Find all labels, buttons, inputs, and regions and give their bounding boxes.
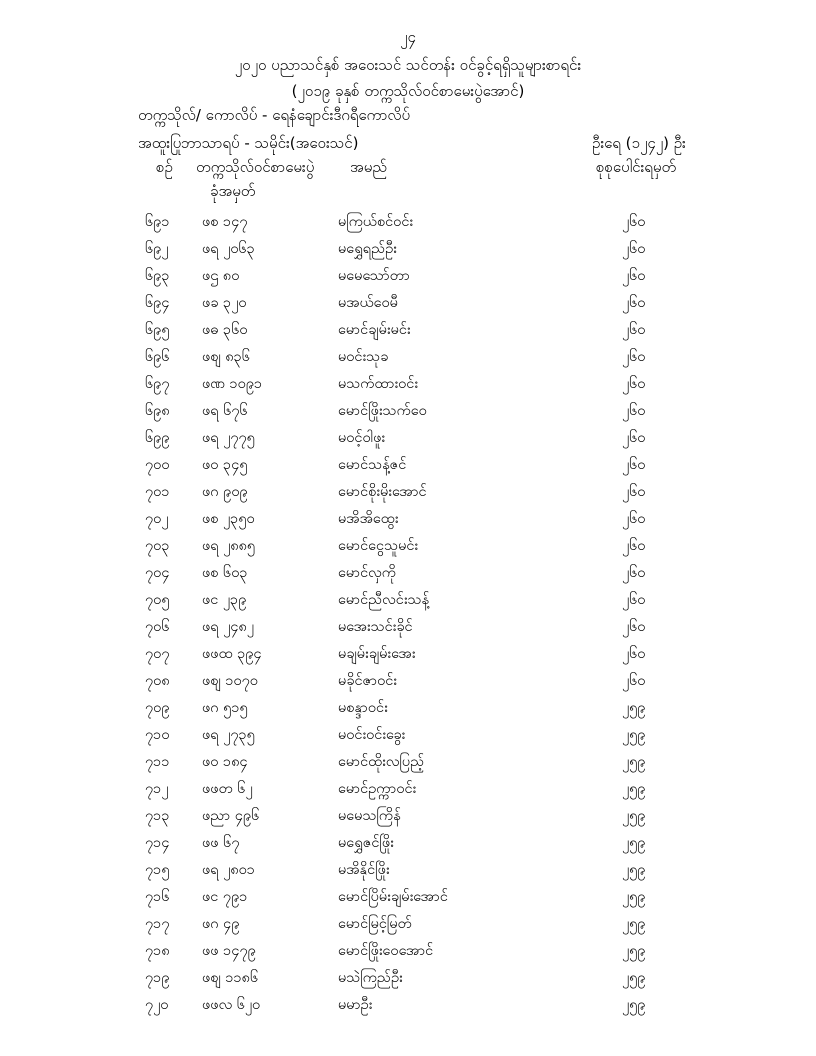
table-row	[0, 858, 816, 885]
roll-number: ဖရ ၂၈၈၅	[202, 538, 256, 554]
roll-number: ဖညာ ၄၉၆	[202, 808, 260, 824]
table-row	[0, 615, 816, 642]
table-row	[0, 534, 816, 561]
total-marks: ၂၆၀	[622, 430, 646, 446]
total-marks: ၂၆၀	[622, 646, 646, 662]
row-number: ၇၀၅	[145, 592, 170, 608]
row-number: ၇၁၉	[145, 970, 170, 986]
total-marks: ၂၅၉	[622, 997, 646, 1013]
roll-number: ဖဖ ၆၇	[202, 835, 240, 851]
roll-number: ဖဏ ၁၀၉၁	[202, 376, 263, 392]
row-number: ၆၉၂	[145, 241, 169, 257]
table-row	[0, 588, 816, 615]
table-row	[0, 723, 816, 750]
total-marks: ၂၅၉	[622, 808, 646, 824]
row-number: ၇၀၄	[145, 565, 170, 581]
table-row	[0, 345, 816, 372]
student-name: မောင်စိုးမိုးအောင်	[338, 484, 427, 500]
table-row	[0, 966, 816, 993]
roll-number: ဖဖ ၁၄၇၉	[202, 943, 256, 959]
total-marks: ၂၆၀	[622, 565, 646, 581]
column-header-no: စဉ်	[156, 158, 173, 176]
roll-number: ဖရ ၂၀၆၃	[202, 241, 255, 257]
student-name: မရွှေရည်ဦး	[338, 241, 397, 257]
student-name: မဝင်းသုခ	[338, 349, 389, 365]
student-name: မောင်ဖြိုးသက်ဝေ	[338, 403, 427, 419]
student-name: မအိအိထွေး	[338, 511, 399, 527]
table-row	[0, 372, 816, 399]
total-marks: ၂၆၀	[622, 673, 646, 689]
roll-number: ဖဝ ၃၄၅	[202, 457, 248, 473]
table-row	[0, 750, 816, 777]
total-marks: ၂၅၉	[622, 700, 646, 716]
total-marks: ၂၅၉	[622, 727, 646, 743]
table-row	[0, 777, 816, 804]
student-name: မစန္ဒာဝင်း	[338, 700, 388, 716]
total-marks: ၂၆၀	[622, 322, 646, 338]
roll-number: ဖစျ ၈၃၆	[202, 349, 250, 365]
table-row	[0, 210, 816, 237]
total-marks: ၂၆၀	[622, 592, 646, 608]
column-header-roll-line2: ခုံအမှတ်	[210, 182, 256, 200]
student-name: မအေးသင်းခိုင်	[338, 619, 413, 635]
document-subtitle: (၂၀၁၉ ခုနှစ် တက္ကသိုလ်ဝင်စာမေးပွဲအောင်)	[291, 82, 525, 100]
roll-number: ဖရ ၆၇၆	[202, 403, 248, 419]
total-marks: ၂၆၀	[622, 619, 646, 635]
table-row	[0, 993, 816, 1020]
table-row	[0, 237, 816, 264]
total-marks: ၂၅၉	[622, 916, 646, 932]
row-number: ၇၀၇	[145, 646, 170, 662]
column-header-name: အမည်	[350, 158, 387, 176]
table-row	[0, 291, 816, 318]
roll-number: ဖဓ ၃၆၀	[202, 322, 248, 338]
page-number: ၂၄	[400, 28, 416, 46]
student-name: မောင်ပြိမ်းချမ်းအောင်	[338, 889, 448, 905]
total-marks: ၂၆၀	[622, 349, 646, 365]
row-number: ၇၀၉	[145, 700, 170, 716]
student-name: မကြယ်စင်ဝင်း	[338, 214, 414, 230]
table-row	[0, 696, 816, 723]
table-row	[0, 939, 816, 966]
roll-number: ဖဖတ ၆၂	[202, 781, 253, 797]
roll-number: ဖရ ၂၈၀၁	[202, 862, 255, 878]
total-marks: ၂၆၀	[622, 538, 646, 554]
total-marks: ၂၆၀	[622, 403, 646, 419]
university-line: တက္ကသိုလ်/ ကောလိပ် - ရေနံချောင်းဒီဂရီကောလိပ်	[138, 106, 411, 124]
total-marks: ၂၆၀	[622, 295, 646, 311]
row-number: ၆၉၈	[145, 403, 170, 419]
major-line: အထူးပြုဘာသာရပ် - သမိုင်း(အဝေးသင်)	[138, 134, 359, 152]
table-row	[0, 507, 816, 534]
row-number: ၆၉၉	[145, 430, 170, 446]
roll-number: ဖဝ ၁၈၄	[202, 754, 248, 770]
student-name: မသက်ထားဝင်း	[338, 376, 419, 392]
column-header-marks: စုစုပေါင်းရမှတ်	[596, 158, 677, 176]
student-name: မောင်ငွေသူမင်း	[338, 538, 419, 554]
student-name: မောင်ဖြိုးဝေအောင်	[338, 943, 434, 959]
student-name: မောင်မြင့်မြတ်	[338, 916, 412, 932]
roll-number: ဖဌ ၈၀	[202, 268, 240, 284]
roll-number: ဖင ၇၉၁	[202, 889, 248, 905]
row-number: ၇၀၆	[145, 619, 170, 635]
row-number: ၇၁၂	[145, 781, 169, 797]
student-name: မအိနိုင်ဖြိုး	[338, 862, 390, 878]
roll-number: ဖဖထ ၃၉၄	[202, 646, 262, 662]
roll-number: ဖဂ ၉၀၉	[202, 484, 248, 500]
total-marks: ၂၆၀	[622, 457, 646, 473]
row-number: ၆၉၇	[145, 376, 170, 392]
row-number: ၇၁၁	[145, 754, 170, 770]
student-name: မောင်ထိုးလပြည့်	[338, 754, 425, 770]
roll-number: ဖရ ၂၇၇၅	[202, 430, 255, 446]
table-row	[0, 318, 816, 345]
row-number: ၇၁၇	[145, 916, 170, 932]
table-row	[0, 885, 816, 912]
total-marks: ၂၅၉	[622, 889, 646, 905]
roll-number: ဖစ ၂၃၅၀	[202, 511, 255, 527]
table-row	[0, 453, 816, 480]
row-number: ၆၉၃	[145, 268, 170, 284]
table-row	[0, 642, 816, 669]
row-number: ၇၀၀	[145, 457, 170, 473]
row-number: ၇၁၃	[145, 808, 170, 824]
row-number: ၇၁၄	[145, 835, 170, 851]
table-row	[0, 912, 816, 939]
row-number: ၇၂၀	[145, 997, 169, 1013]
student-name: မောင်သန့်ဇင်	[338, 457, 407, 473]
row-number: ၇၁၈	[145, 943, 170, 959]
table-row	[0, 831, 816, 858]
roll-number: ဖဖလ ၆၂၀	[202, 997, 261, 1013]
total-marks: ၂၅၉	[622, 970, 646, 986]
row-number: ၇၁၅	[145, 862, 170, 878]
table-row	[0, 399, 816, 426]
student-name: မဝင်းဝင်းခွေး	[338, 727, 406, 743]
row-number: ၇၁၀	[145, 727, 170, 743]
roll-number: ဖစျ ၁၀၇၀	[202, 673, 258, 689]
student-name: မောင်ချမ်းမင်း	[338, 322, 411, 338]
table-row	[0, 480, 816, 507]
student-name: မသဲကြည်ဦး	[338, 970, 403, 986]
student-name: မရွှေဇင်ဖြိုး	[338, 835, 394, 851]
total-marks: ၂၅၉	[622, 943, 646, 959]
roll-number: ဖင ၂၃၉	[202, 592, 247, 608]
row-number: ၆၉၁	[145, 214, 170, 230]
row-number: ၇၀၃	[145, 538, 170, 554]
total-marks: ၂၅၉	[622, 862, 646, 878]
student-list	[0, 210, 816, 1020]
roll-number: ဖစ ၁၄၇	[202, 214, 248, 230]
roll-number: ဖစျ ၁၁၈၆	[202, 970, 259, 986]
roll-number: ဖစ ၆၀၃	[202, 565, 248, 581]
roll-number: ဖရ ၂၄၈၂	[202, 619, 254, 635]
table-row	[0, 669, 816, 696]
table-row	[0, 426, 816, 453]
total-marks: ၂၆၀	[622, 511, 646, 527]
row-number: ၇၀၂	[145, 511, 169, 527]
student-name: မမေသကြိန်	[338, 808, 401, 824]
roll-number: ဖဂ ၄၉	[202, 916, 240, 932]
student-name: မောင်လှကို	[338, 565, 396, 581]
table-row	[0, 264, 816, 291]
table-row	[0, 561, 816, 588]
student-name: မမာဦး	[338, 997, 373, 1013]
row-number: ၇၀၈	[145, 673, 170, 689]
total-marks: ၂၆၀	[622, 241, 646, 257]
column-header-roll: တက္ကသိုလ်ဝင်စာမေးပွဲ	[196, 158, 315, 176]
row-number: ၇၁၆	[145, 889, 170, 905]
roll-number: ဖရ ၂၇၃၅	[202, 727, 255, 743]
student-name: မအယ်ဝေမီ	[338, 295, 398, 311]
table-row	[0, 804, 816, 831]
student-name: မဝင့်ဝါဖူး	[338, 430, 386, 446]
total-marks: ၂၅၉	[622, 781, 646, 797]
total-marks: ၂၅၉	[622, 754, 646, 770]
row-number: ၇၀၁	[145, 484, 170, 500]
total-marks: ၂၆၀	[622, 376, 646, 392]
roll-number: ဖဂ ၅၁၅	[202, 700, 248, 716]
student-name: မမေသော်တာ	[338, 268, 410, 284]
row-number: ၆၉၄	[145, 295, 170, 311]
student-name: မောင်ဥက္ကာဝင်း	[338, 781, 417, 797]
total-marks: ၂၆၀	[622, 484, 646, 500]
row-number: ၆၉၅	[145, 322, 170, 338]
total-marks: ၂၅၉	[622, 835, 646, 851]
student-name: မချမ်းချမ်းအေး	[338, 646, 416, 662]
student-name: မခိုင်ဇာဝင်း	[338, 673, 397, 689]
row-number: ၆၉၆	[145, 349, 170, 365]
total-count: ဦးရေ (၁၂၄၂) ဦး	[592, 134, 686, 152]
document-title: ၂၀၂၀ ပညာသင်နှစ် အဝေးသင် သင်တန်း ဝင်ခွင့်ရရှိသူများစာရင်း	[234, 56, 582, 74]
student-name: မောင်ညီလင်းသန့်	[338, 592, 430, 608]
roll-number: ဖခ ၃၂၀	[202, 295, 247, 311]
total-marks: ၂၆၀	[622, 268, 646, 284]
total-marks: ၂၆၀	[622, 214, 646, 230]
